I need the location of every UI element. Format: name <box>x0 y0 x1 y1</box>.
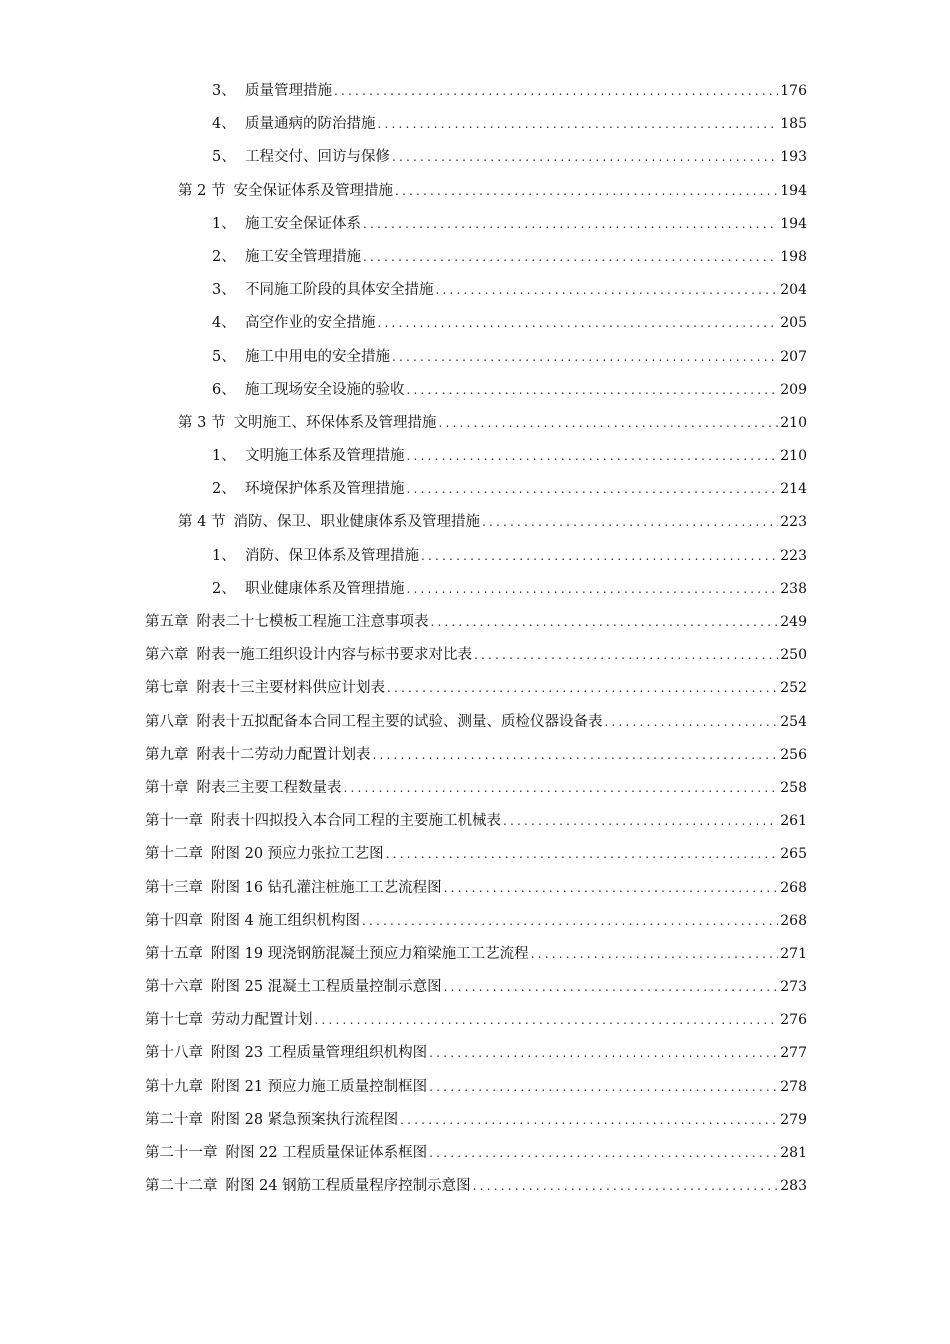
toc-entry-page-number: 279 <box>780 1111 807 1128</box>
toc-entry-title: 安全保证体系及管理措施 <box>233 182 393 199</box>
toc-entry-title: 工程交付、回访与保修 <box>245 149 390 166</box>
toc-entry-page-number: 207 <box>780 348 807 365</box>
toc-entry-number: 第十三章 <box>145 879 203 896</box>
toc-entry[interactable] <box>0 440 807 473</box>
toc-entry[interactable] <box>0 639 807 672</box>
toc-entry-title: 附表十五拟配备本合同工程主要的试验、测量、质检仪器设备表 <box>196 713 603 730</box>
toc-entry[interactable] <box>0 905 807 938</box>
toc-dot-leader <box>436 274 779 307</box>
toc-entry-number: 第六章 <box>145 647 189 664</box>
toc-entry-number: 5、 <box>212 149 236 166</box>
toc-entry-title: 附表三主要工程数量表 <box>196 779 342 796</box>
toc-entry-title: 劳动力配置计划 <box>211 1012 313 1029</box>
toc-entry-title: 质量通病的防治措施 <box>245 116 376 133</box>
toc-dot-leader <box>429 1037 778 1070</box>
toc-dot-leader <box>387 672 778 705</box>
toc-entry-title: 不同施工阶段的具体安全措施 <box>245 282 434 299</box>
toc-entry-title: 附图 21 预应力施工质量控制框图 <box>211 1078 428 1095</box>
toc-entry-title: 附图 16 钻孔灌注桩施工工艺流程图 <box>211 879 442 896</box>
toc-entry[interactable] <box>0 573 807 606</box>
toc-dot-leader <box>344 772 779 805</box>
toc-entry-number: 1、 <box>212 448 236 465</box>
toc-entry-number: 1、 <box>212 547 236 564</box>
toc-entry-page-number: 210 <box>780 414 807 431</box>
toc-entry[interactable] <box>0 971 807 1004</box>
toc-entry-number: 第十九章 <box>145 1078 203 1095</box>
toc-entry-title: 附图 19 现浇钢筋混凝土预应力箱梁施工工艺流程 <box>211 945 529 962</box>
toc-entry-number: 第十四章 <box>145 912 203 929</box>
toc-entry[interactable] <box>0 1104 807 1137</box>
toc-entry-title: 环境保护体系及管理措施 <box>245 481 405 498</box>
toc-entry[interactable] <box>0 1004 807 1037</box>
toc-entry[interactable] <box>0 473 807 506</box>
toc-entry-page-number: 268 <box>780 912 807 929</box>
toc-entry[interactable] <box>0 241 807 274</box>
toc-entry-number: 第九章 <box>145 746 189 763</box>
toc-entry-title: 附表十二劳动力配置计划表 <box>196 746 371 763</box>
toc-entry-title: 文明施工体系及管理措施 <box>245 448 405 465</box>
toc-entry[interactable] <box>0 307 807 340</box>
toc-dot-leader <box>395 175 778 208</box>
toc-entry-number: 1、 <box>212 215 236 232</box>
toc-dot-leader <box>438 407 778 440</box>
toc-entry-page-number: 252 <box>780 680 807 697</box>
toc-entry[interactable] <box>0 1037 807 1070</box>
toc-entry-number: 第 2 节 <box>178 182 226 199</box>
toc-entry[interactable] <box>0 772 807 805</box>
toc-entry[interactable] <box>0 672 807 705</box>
toc-entry-page-number: 205 <box>780 315 807 332</box>
toc-dot-leader <box>392 341 778 374</box>
toc-entry-number: 4、 <box>212 116 236 133</box>
toc-dot-leader <box>444 971 779 1004</box>
toc-dot-leader <box>378 307 779 340</box>
toc-entry-number: 第 4 节 <box>178 514 226 531</box>
toc-entry[interactable] <box>0 208 807 241</box>
toc-entry-number: 第二十二章 <box>145 1178 218 1195</box>
table-of-contents <box>0 75 950 1203</box>
toc-entry[interactable] <box>0 75 807 108</box>
toc-entry[interactable] <box>0 540 807 573</box>
toc-entry-page-number: 250 <box>780 647 807 664</box>
toc-entry[interactable] <box>0 739 807 772</box>
toc-dot-leader <box>363 208 778 241</box>
toc-entry-title: 附图 4 施工组织机构图 <box>211 912 360 929</box>
toc-dot-leader <box>531 938 779 971</box>
toc-dot-leader <box>362 905 778 938</box>
toc-entry[interactable] <box>0 1137 807 1170</box>
toc-entry-number: 第八章 <box>145 713 189 730</box>
toc-entry-page-number: 276 <box>780 1012 807 1029</box>
toc-entry-page-number: 238 <box>780 580 807 597</box>
toc-entry-page-number: 281 <box>780 1145 807 1161</box>
toc-entry-number: 2、 <box>212 580 236 597</box>
toc-entry[interactable] <box>0 374 807 407</box>
toc-entry-page-number: 271 <box>780 945 807 962</box>
toc-entry-page-number: 265 <box>780 846 807 863</box>
toc-entry-number: 3、 <box>212 282 236 299</box>
toc-entry-page-number: 209 <box>780 381 807 398</box>
toc-entry-number: 第二十章 <box>145 1111 203 1128</box>
toc-entry[interactable] <box>0 407 807 440</box>
toc-entry-page-number: 223 <box>780 547 807 564</box>
toc-entry-number: 4、 <box>212 315 236 332</box>
toc-entry-title: 附图 22 工程质量保证体系框图 <box>225 1145 428 1161</box>
toc-entry-title: 附图 23 工程质量管理组织机构图 <box>211 1045 428 1062</box>
toc-dot-leader <box>407 573 779 606</box>
toc-entry-page-number: 198 <box>780 248 807 265</box>
toc-entry-title: 施工安全保证体系 <box>245 215 361 232</box>
toc-entry-page-number: 256 <box>780 746 807 763</box>
toc-entry-page-number: 210 <box>780 448 807 465</box>
toc-entry[interactable] <box>0 108 807 141</box>
toc-entry-title: 文明施工、环保体系及管理措施 <box>233 414 437 431</box>
toc-dot-leader <box>503 805 778 838</box>
toc-entry-title: 职业健康体系及管理措施 <box>245 580 405 597</box>
toc-entry-title: 施工安全管理措施 <box>245 248 361 265</box>
toc-entry-page-number: 185 <box>780 116 807 133</box>
toc-dot-leader <box>386 838 779 871</box>
toc-dot-leader <box>444 872 779 905</box>
toc-dot-leader <box>407 473 779 506</box>
toc-entry-page-number: 261 <box>780 813 807 830</box>
toc-dot-leader <box>400 1104 778 1137</box>
toc-entry-page-number: 176 <box>780 83 807 99</box>
toc-entry-title: 质量管理措施 <box>245 83 332 99</box>
toc-entry[interactable] <box>0 274 807 307</box>
toc-entry[interactable] <box>0 838 807 871</box>
toc-entry-number: 2、 <box>212 481 236 498</box>
toc-entry-number: 第十六章 <box>145 979 203 996</box>
toc-entry-number: 第十七章 <box>145 1012 203 1029</box>
toc-entry-title: 附图 28 紧急预案执行流程图 <box>211 1111 399 1128</box>
toc-entry-title: 附图 20 预应力张拉工艺图 <box>211 846 384 863</box>
toc-entry-number: 第十章 <box>145 779 189 796</box>
toc-dot-leader <box>473 1170 779 1203</box>
toc-entry-number: 6、 <box>212 381 236 398</box>
toc-dot-leader <box>429 1071 778 1104</box>
toc-entry[interactable] <box>0 938 807 971</box>
toc-entry-page-number: 223 <box>780 514 807 531</box>
toc-entry-number: 5、 <box>212 348 236 365</box>
toc-dot-leader <box>334 75 778 108</box>
toc-entry-page-number: 193 <box>780 149 807 166</box>
toc-entry[interactable] <box>0 141 807 174</box>
toc-entry-page-number: 277 <box>780 1045 807 1062</box>
toc-entry-page-number: 254 <box>780 713 807 730</box>
toc-dot-leader <box>373 739 779 772</box>
toc-dot-leader <box>605 706 779 739</box>
toc-dot-leader <box>429 1137 778 1170</box>
toc-entry[interactable] <box>0 1170 807 1203</box>
toc-entry-number: 第十五章 <box>145 945 203 962</box>
toc-entry-page-number: 194 <box>780 215 807 232</box>
toc-dot-leader <box>482 506 778 539</box>
toc-entry-page-number: 273 <box>780 979 807 996</box>
toc-entry-title: 附图 25 混凝土工程质量控制示意图 <box>211 979 442 996</box>
toc-entry-title: 高空作业的安全措施 <box>245 315 376 332</box>
toc-entry[interactable] <box>0 805 807 838</box>
toc-entry-title: 附表二十七模板工程施工注意事项表 <box>196 614 429 630</box>
toc-entry-page-number: 268 <box>780 879 807 896</box>
toc-entry-title: 附图 24 钢筋工程质量程序控制示意图 <box>225 1178 471 1195</box>
toc-entry-page-number: 249 <box>780 614 807 630</box>
toc-entry[interactable] <box>0 872 807 905</box>
toc-entry-page-number: 214 <box>780 481 807 498</box>
toc-entry-number: 第二十一章 <box>145 1145 218 1161</box>
toc-entry-page-number: 194 <box>780 182 807 199</box>
toc-entry-title: 消防、保卫体系及管理措施 <box>245 547 419 564</box>
toc-entry[interactable] <box>0 706 807 739</box>
toc-entry-number: 第十八章 <box>145 1045 203 1062</box>
toc-entry-page-number: 283 <box>780 1178 807 1195</box>
toc-entry-number: 2、 <box>212 248 236 265</box>
toc-entry[interactable] <box>0 175 807 208</box>
toc-dot-leader <box>363 241 778 274</box>
toc-dot-leader <box>378 108 779 141</box>
toc-entry-title: 消防、保卫、职业健康体系及管理措施 <box>233 514 480 531</box>
toc-entry[interactable] <box>0 1071 807 1104</box>
toc-entry-title: 附表一施工组织设计内容与标书要求对比表 <box>196 647 472 664</box>
toc-entry-number: 3、 <box>212 83 236 99</box>
toc-dot-leader <box>392 141 778 174</box>
toc-entry-number: 第七章 <box>145 680 189 697</box>
toc-entry-title: 附表十四拟投入本合同工程的主要施工机械表 <box>211 813 501 830</box>
toc-dot-leader <box>407 440 779 473</box>
toc-entry-page-number: 204 <box>780 282 807 299</box>
toc-entry-page-number: 278 <box>780 1078 807 1095</box>
toc-entry-number: 第五章 <box>145 614 189 630</box>
toc-dot-leader <box>315 1004 779 1037</box>
toc-dot-leader <box>474 639 778 672</box>
toc-entry-number: 第十一章 <box>145 813 203 830</box>
toc-dot-leader <box>421 540 778 573</box>
toc-entry-number: 第 3 节 <box>178 414 226 431</box>
toc-entry-title: 附表十三主要材料供应计划表 <box>196 680 385 697</box>
toc-entry-page-number: 258 <box>780 779 807 796</box>
toc-entry-title: 施工中用电的安全措施 <box>245 348 390 365</box>
toc-entry-number: 第十二章 <box>145 846 203 863</box>
toc-entry[interactable] <box>0 506 807 539</box>
toc-dot-leader <box>431 606 779 639</box>
toc-dot-leader <box>407 374 779 407</box>
toc-entry[interactable] <box>0 606 807 639</box>
toc-entry[interactable] <box>0 341 807 374</box>
toc-entry-title: 施工现场安全设施的验收 <box>245 381 405 398</box>
